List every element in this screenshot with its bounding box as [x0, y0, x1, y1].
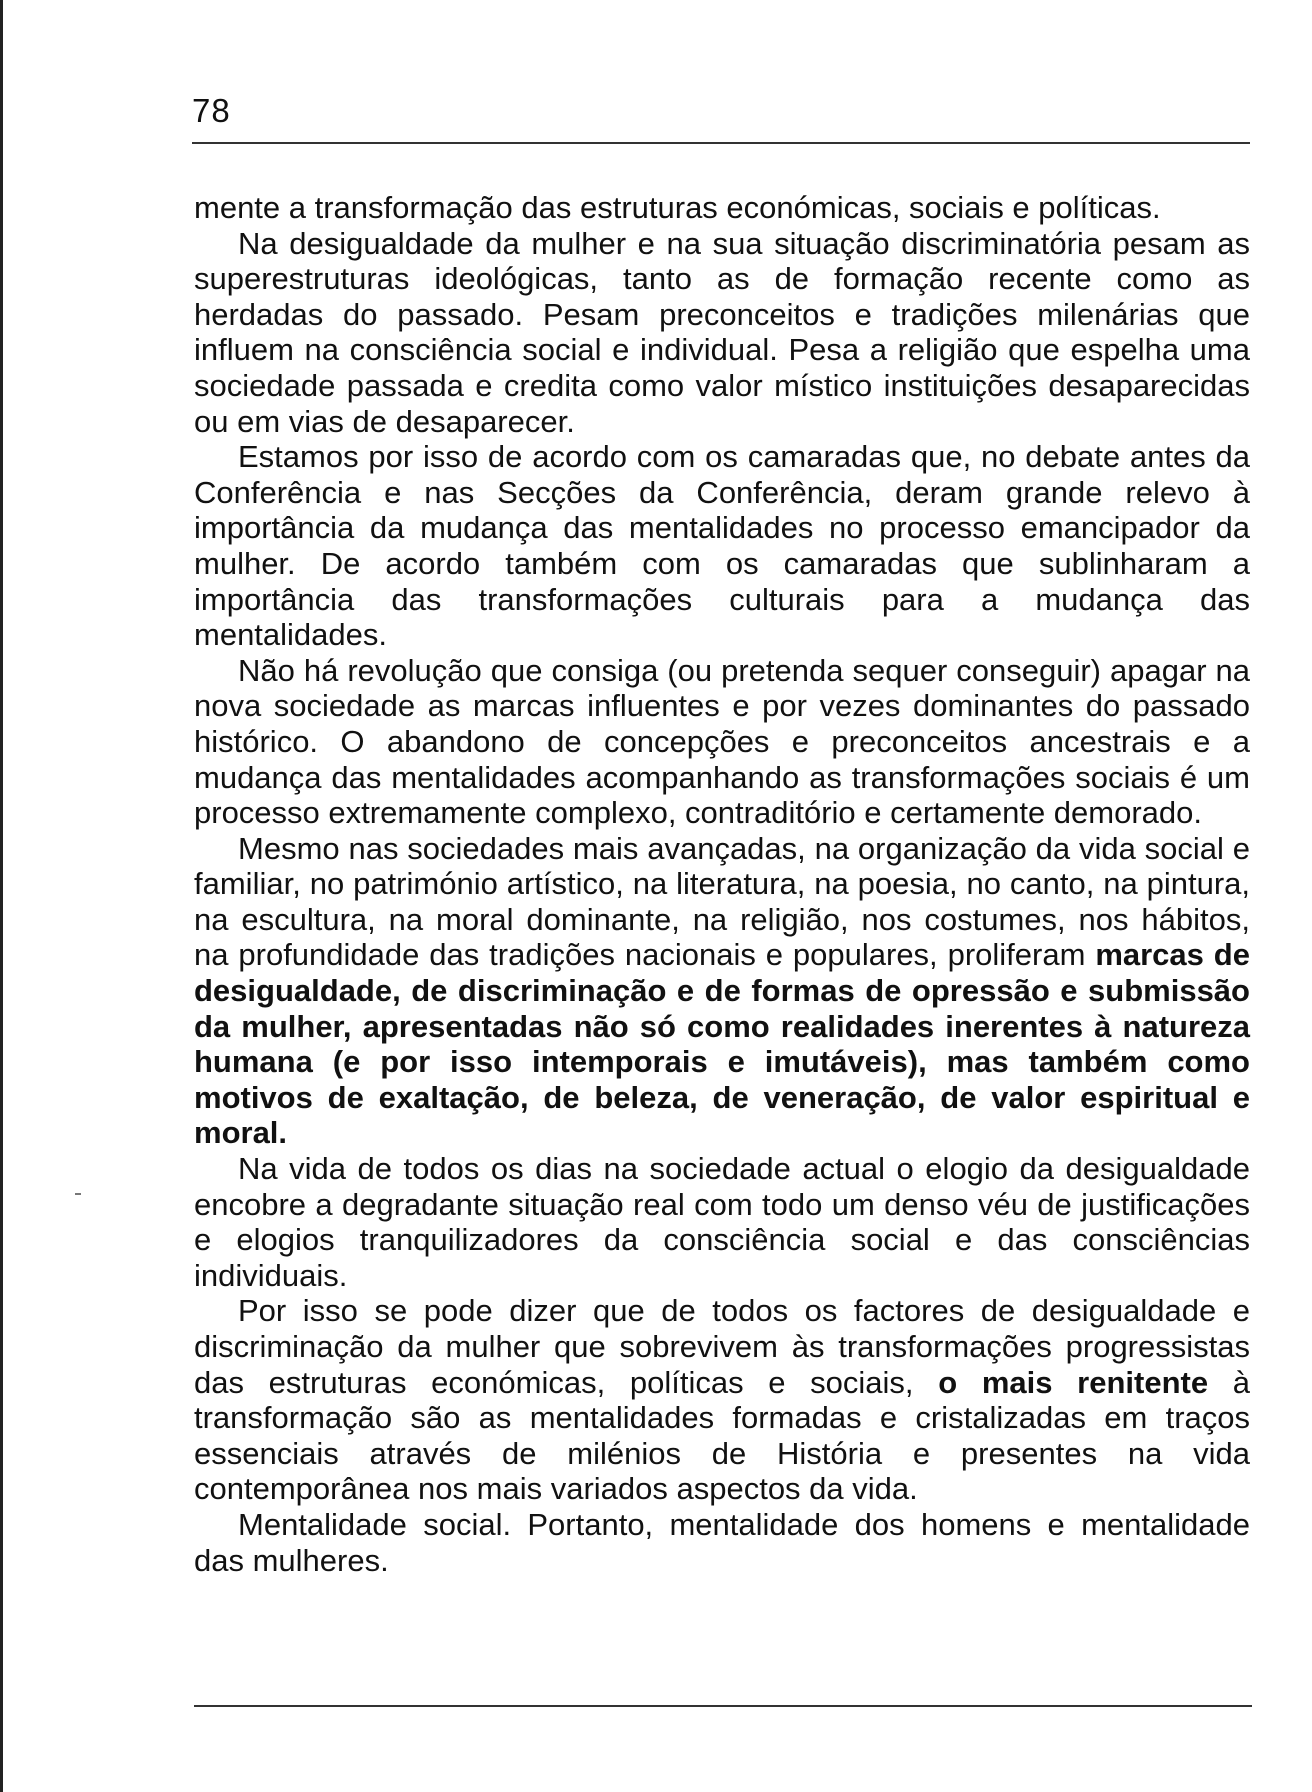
- text-run: Estamos por isso de acordo com os camaradas que, no debate antes da Conferência e nas Secções da Conferência, deram grande relevo à importância da mudança das mentalidades no processo emancipador da mulher. De acordo também com os camaradas que sublinharam a importância das transformações culturais para a mudança das mentalidades.: [194, 439, 1250, 653]
- bold-run: o mais renitente: [938, 1364, 1209, 1400]
- paragraph-7: [194, 1293, 1250, 1507]
- text-run: Mentalidade social. Portanto, mentalidade dos homens e mentalidade das mulheres.: [194, 1506, 1250, 1578]
- text-run: Por isso se pode dizer que de todos os factores de desigualdade e discriminação da mulher que sobrevivem às transformações progressistas das estruturas económicas, políticas e sociais,: [194, 1293, 1250, 1400]
- text-run: Na desigualdade da mulher e na sua situação discriminatória pesam as superestruturas ideológicas, tanto as de formação recente como as herdadas do passado. Pesam preconceitos e tradições milenárias que influem na consciência social e individual. Pesa a religião que espelha uma sociedade passada e credita como valor místico instituições desaparecidas ou em vias de desaparecer.: [194, 225, 1250, 439]
- footer-rule: [194, 1705, 1252, 1707]
- paragraph-2: [194, 226, 1250, 440]
- paragraph-8: [194, 1507, 1250, 1578]
- paragraph-4: [194, 653, 1250, 831]
- paragraph-5: [194, 831, 1250, 1151]
- paragraph-6: [194, 1151, 1250, 1293]
- text-run: Na vida de todos os dias na sociedade actual o elogio da desigualdade encobre a degradante situação real com todo um denso véu de justificações e elogios tranquilizadores da consciência social e das consciências individuais.: [194, 1151, 1250, 1293]
- body-text: [194, 190, 1250, 1578]
- page-left-edge: [0, 0, 3, 1792]
- text-run: Não há revolução que consiga (ou pretenda sequer conseguir) apagar na nova sociedade as marcas influentes e por vezes dominantes do passado histórico. O abandono de concepções e preconceitos ancestrais e a mudança das mentalidades acompanhando as transformações sociais é um processo extremamente complexo, contraditório e certamente demorado.: [194, 652, 1250, 831]
- header-rule: [192, 142, 1250, 144]
- page-number: 78: [192, 92, 231, 129]
- scan-speck: [75, 1193, 81, 1195]
- text-run: mente a transformação das estruturas económicas, sociais e políticas.: [194, 190, 1161, 225]
- text-run: Mesmo nas sociedades mais avançadas, na organização da vida social e familiar, no património artístico, na literatura, na poesia, no canto, na pintura, na escultura, na moral dominante, na religião, nos costumes, nos hábitos, na profundidade das tradições nacionais e populares, proliferam: [194, 830, 1250, 973]
- paragraph-3: [194, 439, 1250, 653]
- text-run: à transformação são as mentalidades formadas e cristalizadas em traços essenciais através de milénios de História e presentes na vida contemporânea nos mais variados aspectos da vida.: [194, 1364, 1250, 1507]
- paragraph-1: [194, 190, 1250, 226]
- bold-run: marcas de desigualdade, de discriminação e de formas de opressão e submissão da mulher, apresentadas não só como realidades inerentes à natureza humana (e por isso intemporais e imutáveis), mas também como motivos de exaltação, de beleza, de veneração, de valor espiritual e moral.: [194, 937, 1250, 1151]
